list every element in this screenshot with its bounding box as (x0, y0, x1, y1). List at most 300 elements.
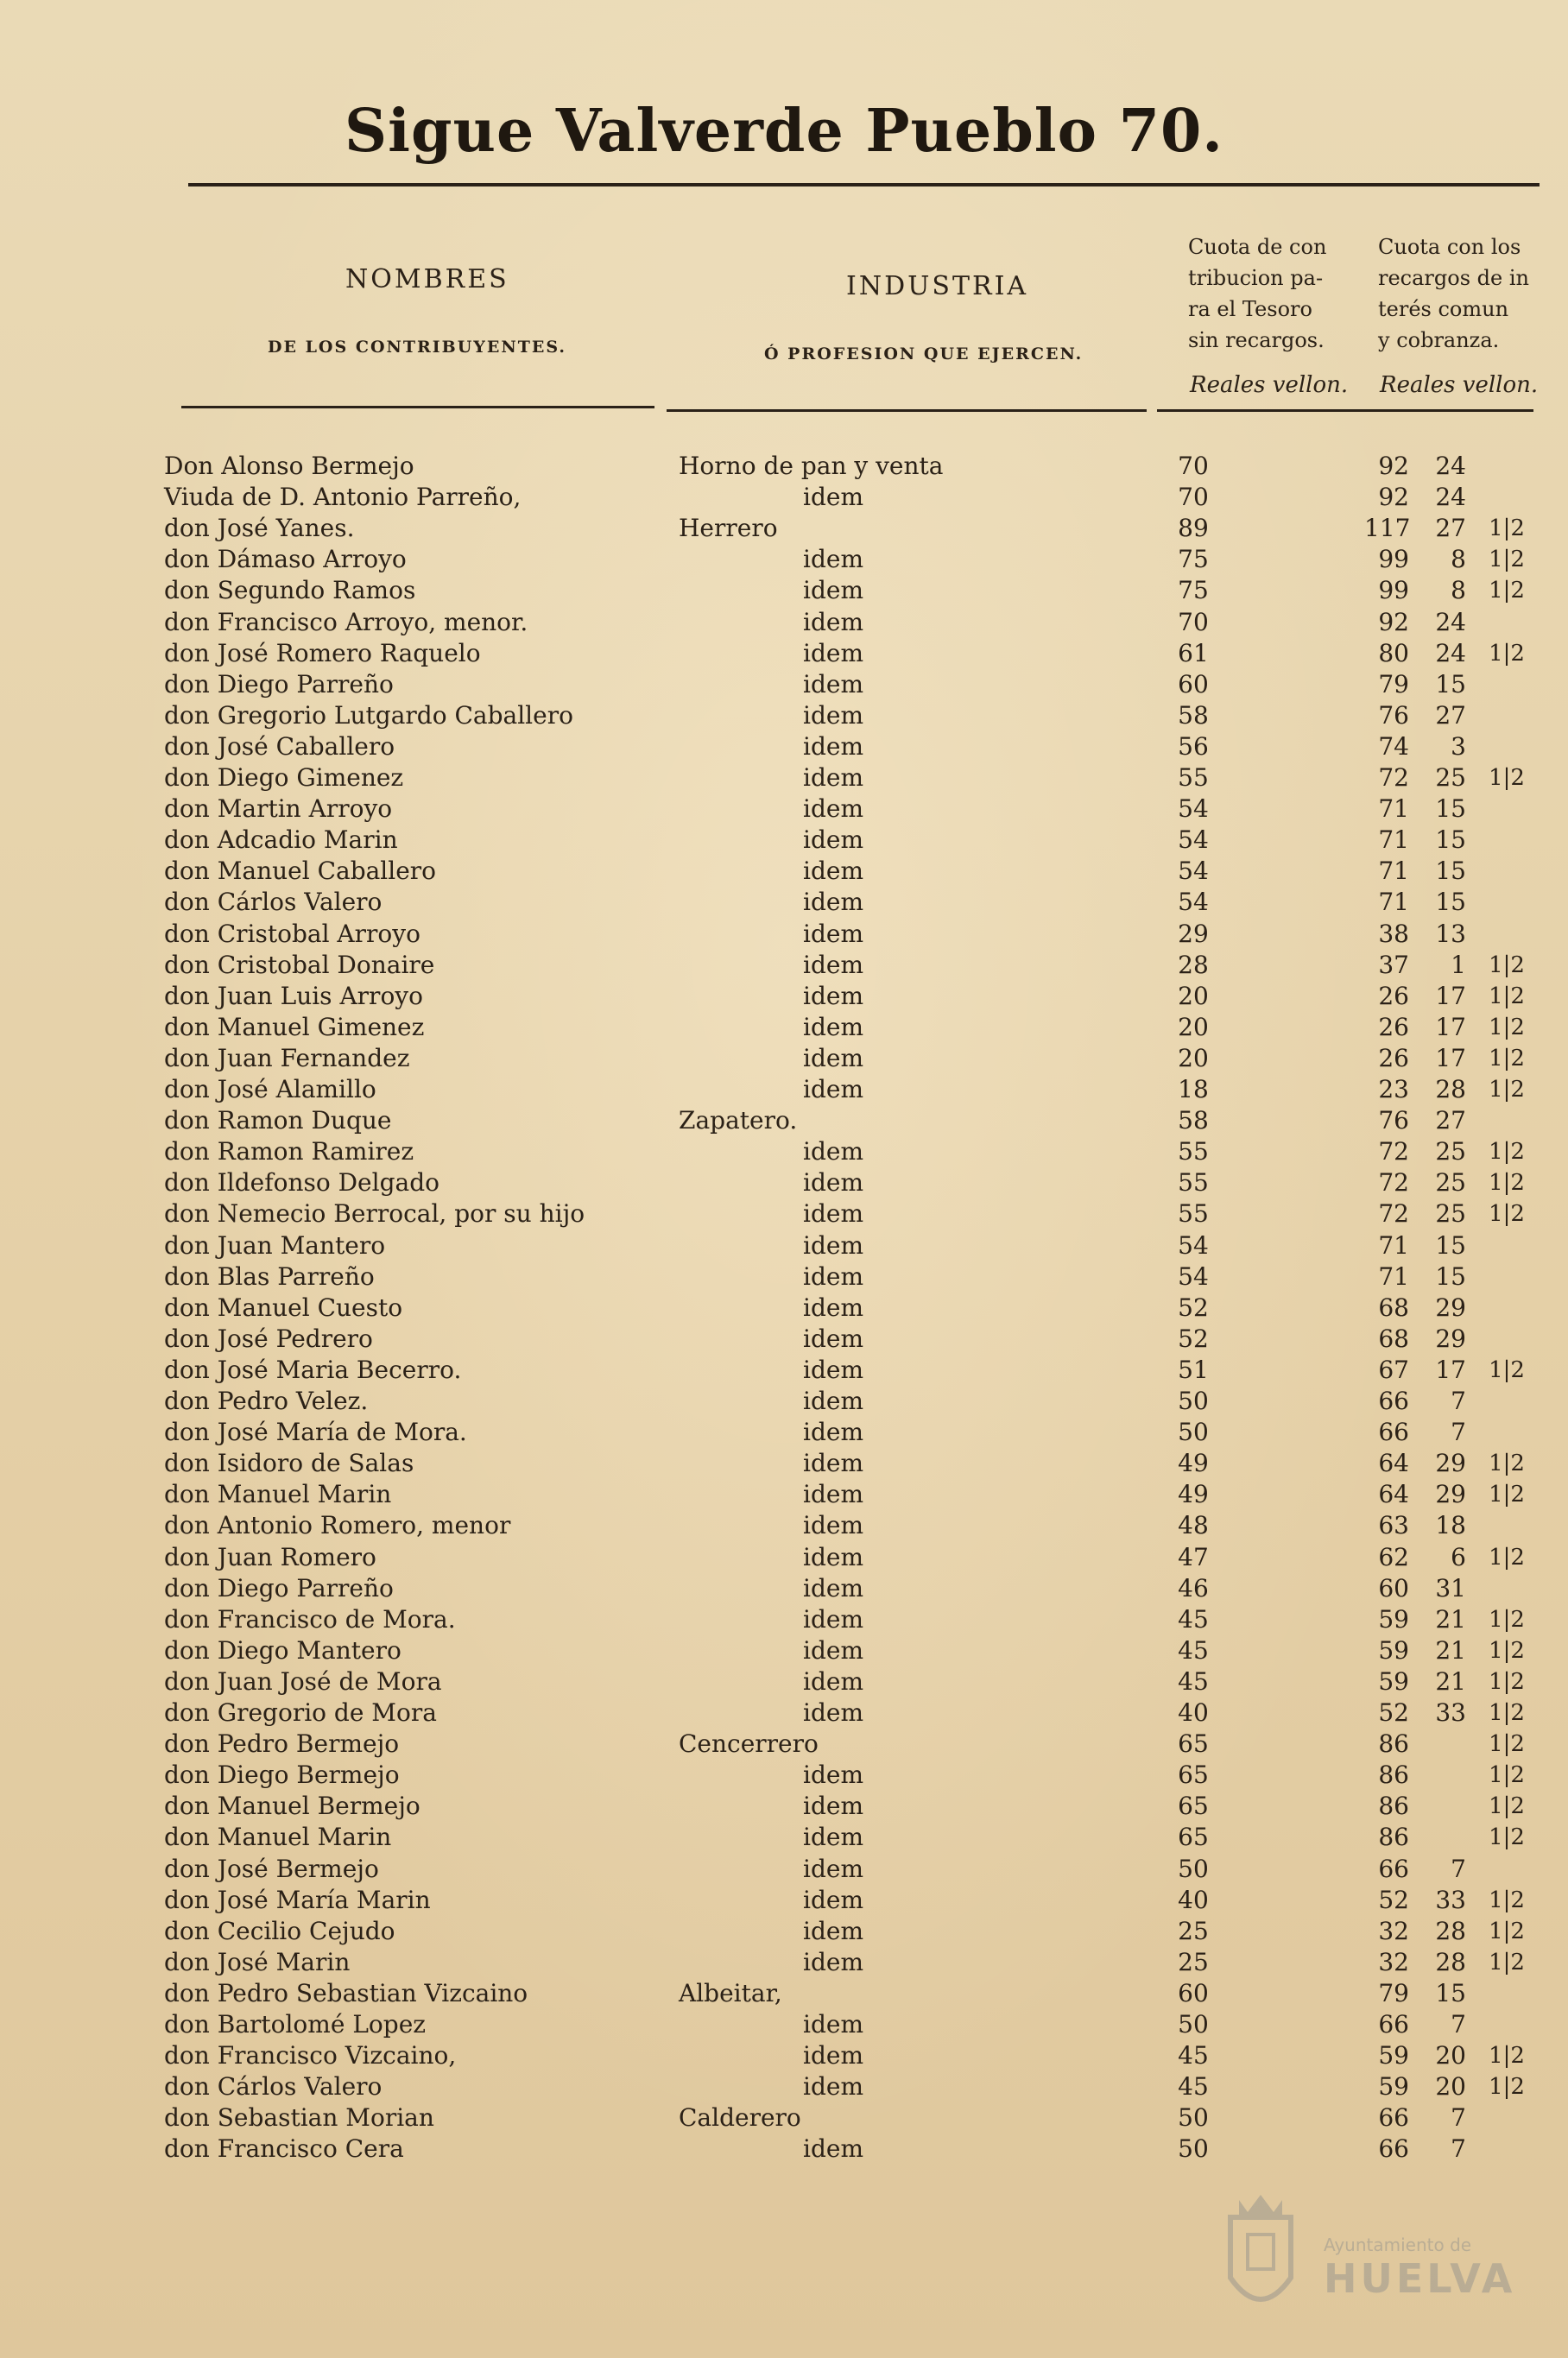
quota-surcharges-maravedis: 15 (1435, 1979, 1466, 2007)
quota-treasury-cell: 55 (1178, 763, 1209, 792)
quota-treasury-cell: 47 (1178, 1543, 1209, 1571)
quota-surcharges-reales: 71 (1378, 888, 1409, 916)
contributor-name: don Ramon Duque (164, 1106, 392, 1135)
contributor-name: don Juan Fernandez (164, 1044, 410, 1072)
quota-surcharges-reales: 92 (1378, 608, 1409, 636)
quota-treasury-cell: 61 (1178, 639, 1209, 667)
table-row (0, 825, 1568, 856)
quota-surcharges-fraction: 1|2 (1489, 641, 1525, 667)
industry-cell: idem (803, 1823, 863, 1851)
quota-surcharges-reales: 92 (1378, 483, 1409, 511)
industry-cell: idem (803, 1636, 863, 1665)
industry-cell: idem (803, 1324, 863, 1353)
contributor-name: Viuda de D. Antonio Parreño, (164, 483, 522, 511)
contributor-name: don Pedro Sebastian Vizcaino (164, 1979, 528, 2007)
table-row (0, 731, 1568, 762)
contributor-name: don José Bermejo (164, 1855, 379, 1883)
table-row (0, 1479, 1568, 1510)
industry-cell: idem (803, 825, 863, 854)
quota-surcharges-fraction: 1|2 (1489, 2074, 1525, 2100)
quota-surcharges-reales: 38 (1378, 920, 1409, 948)
quota-surcharges-reales: 66 (1378, 2010, 1409, 2039)
quota-treasury-cell: 48 (1178, 1511, 1209, 1539)
header-quota-treasury-line: tribucion pa- (1188, 266, 1324, 290)
quota-treasury-cell: 18 (1178, 1075, 1209, 1103)
quota-treasury-cell: 45 (1178, 1636, 1209, 1665)
quota-surcharges-maravedis: 17 (1435, 1013, 1466, 1041)
quota-treasury-cell: 70 (1178, 608, 1209, 636)
table-row (0, 1105, 1568, 1136)
header-quota-surcharges-line: recargos de in (1378, 266, 1529, 290)
coat-of-arms-icon (1213, 2183, 1308, 2330)
quota-treasury-cell: 29 (1178, 920, 1209, 948)
quota-surcharges-reales: 66 (1378, 1418, 1409, 1446)
quota-surcharges-maravedis: 21 (1435, 1636, 1466, 1665)
quota-surcharges-reales: 59 (1378, 2041, 1409, 2070)
table-row (0, 575, 1568, 606)
contributor-name: don José Marin (164, 1948, 351, 1976)
quota-treasury-cell: 28 (1178, 951, 1209, 979)
contributor-name: don Martin Arroyo (164, 794, 393, 823)
quota-surcharges-reales: 80 (1378, 639, 1409, 667)
contributor-name: don Juan Mantero (164, 1231, 386, 1260)
quota-surcharges-maravedis: 24 (1435, 452, 1466, 480)
quota-surcharges-maravedis: 25 (1435, 1168, 1466, 1197)
quota-surcharges-reales: 71 (1378, 794, 1409, 823)
header-quota-surcharges-line: Cuota con los (1378, 235, 1521, 259)
quota-treasury-cell: 65 (1178, 1823, 1209, 1851)
quota-surcharges-maravedis: 15 (1435, 825, 1466, 854)
contributor-name: don Francisco de Mora. (164, 1605, 456, 1634)
table-row (0, 1791, 1568, 1822)
quota-treasury-cell: 58 (1178, 1106, 1209, 1135)
industry-cell: idem (803, 1792, 863, 1820)
quota-surcharges-maravedis: 8 (1451, 545, 1466, 573)
quota-surcharges-maravedis: 7 (1451, 1855, 1466, 1883)
quota-surcharges-reales: 59 (1378, 1636, 1409, 1665)
table-row (0, 1386, 1568, 1417)
industry-cell: idem (803, 732, 863, 761)
quota-surcharges-maravedis: 15 (1435, 1262, 1466, 1291)
contributor-name: don Manuel Marin (164, 1823, 392, 1851)
industry-cell: idem (803, 888, 863, 916)
quota-surcharges-maravedis: 33 (1435, 1698, 1466, 1727)
header-quota-surcharges (1378, 231, 1559, 356)
quota-treasury-cell: 75 (1178, 545, 1209, 573)
table-row (0, 544, 1568, 575)
quota-treasury-cell: 20 (1178, 1044, 1209, 1072)
quota-treasury-cell: 54 (1178, 794, 1209, 823)
quota-surcharges-maravedis: 7 (1451, 2134, 1466, 2163)
industry-cell: idem (803, 1356, 863, 1384)
quota-surcharges-reales: 52 (1378, 1886, 1409, 1914)
quota-surcharges-reales: 66 (1378, 2134, 1409, 2163)
table-row (0, 1947, 1568, 1978)
quota-treasury-cell: 45 (1178, 1605, 1209, 1634)
quota-surcharges-fraction: 1|2 (1489, 1731, 1525, 1757)
quota-surcharges-reales: 99 (1378, 576, 1409, 604)
table-row (0, 1324, 1568, 1355)
quota-treasury-cell: 40 (1178, 1698, 1209, 1727)
quota-surcharges-maravedis: 24 (1435, 639, 1466, 667)
header-industry: INDUSTRIA (846, 271, 1029, 301)
industry-cell: idem (803, 1262, 863, 1291)
quota-surcharges-fraction: 1|2 (1489, 1201, 1525, 1227)
quota-surcharges-reales: 66 (1378, 2103, 1409, 2132)
contributor-name: don Manuel Bermejo (164, 1792, 420, 1820)
quota-surcharges-reales: 52 (1378, 1698, 1409, 1727)
quota-treasury-cell: 50 (1178, 1418, 1209, 1446)
quota-surcharges-maravedis: 24 (1435, 608, 1466, 636)
quota-surcharges-maravedis: 28 (1435, 1917, 1466, 1945)
contributor-name: don José María de Mora. (164, 1418, 467, 1446)
table-row (0, 887, 1568, 918)
table-row (0, 1729, 1568, 1760)
contributor-name: don José María Marin (164, 1886, 431, 1914)
quota-surcharges-reales: 99 (1378, 545, 1409, 573)
industry-cell: idem (803, 1013, 863, 1041)
contributor-name: don Manuel Gimenez (164, 1013, 425, 1041)
quota-treasury-cell: 60 (1178, 1979, 1209, 2007)
table-row (0, 1510, 1568, 1541)
quota-surcharges-fraction: 1|2 (1489, 1357, 1525, 1383)
quota-treasury-cell: 65 (1178, 1761, 1209, 1789)
contributor-name: don José Alamillo (164, 1075, 376, 1103)
quota-treasury-cell: 75 (1178, 576, 1209, 604)
header-quota-treasury-line: sin recargos. (1188, 328, 1325, 352)
quota-surcharges-reales: 76 (1378, 701, 1409, 730)
table-row (0, 762, 1568, 793)
quota-surcharges-fraction: 1|2 (1489, 1919, 1525, 1944)
table-row (0, 1697, 1568, 1729)
quota-surcharges-fraction: 1|2 (1489, 1451, 1525, 1476)
contributor-name: don Pedro Velez. (164, 1387, 369, 1415)
contributor-name: don Diego Parreño (164, 670, 394, 699)
quota-surcharges-reales: 72 (1378, 1137, 1409, 1166)
quota-surcharges-fraction: 1|2 (1489, 983, 1525, 1009)
industry-cell: Zapatero. (679, 1106, 798, 1135)
table-row (0, 1043, 1568, 1074)
contributor-name: don Manuel Caballero (164, 857, 437, 885)
table-row (0, 1293, 1568, 1324)
quota-surcharges-reales: 92 (1378, 452, 1409, 480)
quota-surcharges-maravedis: 15 (1435, 670, 1466, 699)
quota-surcharges-maravedis: 7 (1451, 1387, 1466, 1415)
table-row (0, 1167, 1568, 1198)
quota-surcharges-reales: 117 (1364, 514, 1411, 542)
table-row (0, 2040, 1568, 2071)
quota-treasury-cell: 51 (1178, 1356, 1209, 1384)
table-row (0, 1573, 1568, 1604)
contributor-name: don Bartolomé Lopez (164, 2010, 427, 2039)
contributor-name: don Gregorio Lutgardo Caballero (164, 701, 573, 730)
quota-surcharges-maravedis: 15 (1435, 857, 1466, 885)
quota-surcharges-reales: 37 (1378, 951, 1409, 979)
quota-surcharges-maravedis: 29 (1435, 1293, 1466, 1322)
contributor-name: don Diego Parreño (164, 1574, 394, 1603)
industry-cell: idem (803, 982, 863, 1010)
quota-treasury-cell: 45 (1178, 2072, 1209, 2101)
quota-treasury-cell: 25 (1178, 1917, 1209, 1945)
quota-surcharges-fraction: 1|2 (1489, 765, 1525, 791)
industry-cell: idem (803, 1543, 863, 1571)
industry-cell: idem (803, 1761, 863, 1789)
quota-surcharges-fraction: 1|2 (1489, 1638, 1525, 1664)
contributor-name: don Cristobal Arroyo (164, 920, 420, 948)
quota-surcharges-maravedis: 17 (1435, 1044, 1466, 1072)
table-row (0, 669, 1568, 700)
quota-surcharges-maravedis: 18 (1435, 1511, 1466, 1539)
quota-treasury-cell: 54 (1178, 857, 1209, 885)
industry-cell: idem (803, 920, 863, 948)
quota-surcharges-reales: 72 (1378, 1199, 1409, 1228)
quota-surcharges-reales: 26 (1378, 1044, 1409, 1072)
table-row (0, 1542, 1568, 1573)
contributor-name: don José Caballero (164, 732, 395, 761)
contributor-name: don Diego Gimenez (164, 763, 404, 792)
table-row (0, 1230, 1568, 1261)
quota-surcharges-maravedis: 13 (1435, 920, 1466, 948)
table-row (0, 1136, 1568, 1167)
quota-surcharges-reales: 63 (1378, 1511, 1409, 1539)
industry-cell: idem (803, 794, 863, 823)
quota-treasury-cell: 50 (1178, 1855, 1209, 1883)
quota-surcharges-reales: 79 (1378, 670, 1409, 699)
table-row (0, 1417, 1568, 1448)
quota-surcharges-fraction: 1|2 (1489, 1700, 1525, 1726)
table-row (0, 2102, 1568, 2134)
quota-surcharges-reales: 32 (1378, 1948, 1409, 1976)
industry-cell: idem (803, 1480, 863, 1508)
quota-surcharges-fraction: 1|2 (1489, 1793, 1525, 1819)
quota-surcharges-fraction: 1|2 (1489, 1950, 1525, 1976)
quota-surcharges-reales: 23 (1378, 1075, 1409, 1103)
industry-cell: idem (803, 483, 863, 511)
header-quota-treasury-unit: Reales vellon. (1190, 372, 1349, 398)
table-row (0, 919, 1568, 950)
contributor-name: don José Pedrero (164, 1324, 373, 1353)
contributor-name: don Diego Bermejo (164, 1761, 400, 1789)
quota-surcharges-maravedis: 21 (1435, 1667, 1466, 1696)
quota-treasury-cell: 50 (1178, 2134, 1209, 2163)
quota-surcharges-maravedis: 25 (1435, 1199, 1466, 1228)
quota-surcharges-reales: 59 (1378, 1667, 1409, 1696)
quota-treasury-cell: 52 (1178, 1293, 1209, 1322)
table-row (0, 700, 1568, 731)
quota-surcharges-reales: 64 (1378, 1449, 1409, 1477)
industry-cell: idem (803, 763, 863, 792)
quota-surcharges-fraction: 1|2 (1489, 952, 1525, 978)
quota-surcharges-fraction: 1|2 (1489, 1887, 1525, 1913)
contributor-name: don Manuel Marin (164, 1480, 392, 1508)
quota-surcharges-maravedis: 20 (1435, 2072, 1466, 2101)
quota-surcharges-maravedis: 33 (1435, 1886, 1466, 1914)
quota-treasury-cell: 55 (1178, 1168, 1209, 1197)
industry-cell: idem (803, 1137, 863, 1166)
quota-surcharges-maravedis: 27 (1435, 1106, 1466, 1135)
header-industry-sub: Ó PROFESION QUE EJERCEN. (764, 345, 1084, 363)
contributor-name: don Sebastian Morian (164, 2103, 434, 2132)
contributor-name: don Dámaso Arroyo (164, 545, 407, 573)
contributor-name: don Cristobal Donaire (164, 951, 435, 979)
quota-surcharges-reales: 59 (1378, 1605, 1409, 1634)
contributor-name: don Francisco Arroyo, menor. (164, 608, 528, 636)
contributor-name: don Pedro Bermejo (164, 1729, 400, 1758)
quota-treasury-cell: 54 (1178, 1262, 1209, 1291)
quota-treasury-cell: 58 (1178, 701, 1209, 730)
quota-treasury-cell: 49 (1178, 1480, 1209, 1508)
industry-cell: Albeitar, (679, 1979, 782, 2007)
industry-cell: idem (803, 608, 863, 636)
contributor-name: don Francisco Vizcaino, (164, 2041, 457, 2070)
quota-treasury-cell: 70 (1178, 483, 1209, 511)
quota-surcharges-maravedis: 24 (1435, 483, 1466, 511)
industry-cell: idem (803, 1168, 863, 1197)
industry-cell: Cencerrero (679, 1729, 819, 1758)
quota-surcharges-reales: 64 (1378, 1480, 1409, 1508)
table-row (0, 1635, 1568, 1666)
quota-surcharges-reales: 26 (1378, 1013, 1409, 1041)
quota-surcharges-fraction: 1|2 (1489, 547, 1525, 572)
table-row (0, 793, 1568, 825)
industry-cell: idem (803, 2072, 863, 2101)
quota-treasury-cell: 56 (1178, 732, 1209, 761)
quota-treasury-cell: 50 (1178, 2103, 1209, 2132)
quota-surcharges-fraction: 1|2 (1489, 1015, 1525, 1040)
contributor-name: don José Yanes. (164, 514, 355, 542)
industry-cell: idem (803, 545, 863, 573)
quota-surcharges-reales: 59 (1378, 2072, 1409, 2101)
quota-surcharges-fraction: 1|2 (1489, 1077, 1525, 1103)
quota-treasury-cell: 70 (1178, 452, 1209, 480)
table-row (0, 1198, 1568, 1230)
industry-cell: idem (803, 1511, 863, 1539)
quota-surcharges-fraction: 1|2 (1489, 1669, 1525, 1695)
industry-cell: idem (803, 1667, 863, 1696)
quota-surcharges-fraction: 1|2 (1489, 515, 1525, 541)
header-quota-treasury-line: Cuota de con (1188, 235, 1327, 259)
contributor-name: don José Romero Raquelo (164, 639, 481, 667)
header-quota-surcharges-line: y cobranza. (1378, 328, 1500, 352)
header-quota-surcharges-line: terés comun (1378, 297, 1509, 321)
table-row (0, 950, 1568, 981)
quota-treasury-cell: 45 (1178, 1667, 1209, 1696)
quota-surcharges-reales: 71 (1378, 1262, 1409, 1291)
quota-surcharges-maravedis: 15 (1435, 888, 1466, 916)
header-quota-treasury-line: ra el Tesoro (1188, 297, 1312, 321)
quota-surcharges-reales: 76 (1378, 1106, 1409, 1135)
contributor-name: don Cecilio Cejudo (164, 1917, 395, 1945)
quota-surcharges-reales: 62 (1378, 1543, 1409, 1571)
quota-surcharges-reales: 71 (1378, 1231, 1409, 1260)
table-row (0, 1666, 1568, 1697)
quota-surcharges-maravedis: 15 (1435, 1231, 1466, 1260)
industry-cell: idem (803, 2041, 863, 2070)
contributor-name: don Manuel Cuesto (164, 1293, 403, 1322)
quota-surcharges-maravedis: 29 (1435, 1480, 1466, 1508)
quota-treasury-cell: 49 (1178, 1449, 1209, 1477)
industry-cell: idem (803, 1605, 863, 1634)
table-row (0, 1074, 1568, 1105)
quota-surcharges-reales: 72 (1378, 763, 1409, 792)
quota-treasury-cell: 60 (1178, 670, 1209, 699)
industry-cell: idem (803, 1855, 863, 1883)
header-rule-industry (667, 409, 1147, 412)
contributor-name: don Ramon Ramirez (164, 1137, 414, 1166)
title-rule (188, 183, 1540, 186)
quota-surcharges-fraction: 1|2 (1489, 1139, 1525, 1165)
contributor-name: Don Alonso Bermejo (164, 452, 414, 480)
quota-surcharges-maravedis: 21 (1435, 1605, 1466, 1634)
stamp-text (1324, 2235, 1515, 2302)
industry-cell: idem (803, 1886, 863, 1914)
table-row (0, 2134, 1568, 2165)
quota-treasury-cell: 54 (1178, 888, 1209, 916)
table-row (0, 1885, 1568, 1916)
quota-surcharges-reales: 67 (1378, 1356, 1409, 1384)
quota-surcharges-fraction: 1|2 (1489, 1170, 1525, 1196)
table-row (0, 1978, 1568, 2009)
industry-cell: idem (803, 1199, 863, 1228)
industry-cell: idem (803, 2010, 863, 2039)
header-quota-treasury (1188, 231, 1361, 356)
table-row (0, 1916, 1568, 1947)
quota-surcharges-maravedis: 28 (1435, 1075, 1466, 1103)
contributor-name: don Isidoro de Salas (164, 1449, 414, 1477)
quota-surcharges-maravedis: 25 (1435, 1137, 1466, 1166)
quota-surcharges-fraction: 1|2 (1489, 1824, 1525, 1850)
table-row (0, 1012, 1568, 1043)
table-row (0, 1604, 1568, 1635)
industry-cell: idem (803, 1231, 863, 1260)
quota-surcharges-reales: 66 (1378, 1855, 1409, 1883)
quota-surcharges-maravedis: 6 (1451, 1543, 1466, 1571)
contributor-name: don Cárlos Valero (164, 2072, 383, 2101)
quota-surcharges-maravedis: 8 (1451, 576, 1466, 604)
quota-surcharges-reales: 74 (1378, 732, 1409, 761)
quota-surcharges-reales: 86 (1378, 1761, 1409, 1789)
industry-cell: idem (803, 1948, 863, 1976)
quota-surcharges-maravedis: 3 (1451, 732, 1466, 761)
contributor-name: don Nemecio Berrocal, por su hijo (164, 1199, 585, 1228)
header-names-sub: DE LOS CONTRIBUYENTES. (268, 338, 566, 357)
quota-surcharges-fraction: 1|2 (1489, 1762, 1525, 1788)
contributor-name: don Adcadio Marin (164, 825, 398, 854)
contributor-name: don Cárlos Valero (164, 888, 383, 916)
industry-cell: Horno de pan y venta (679, 452, 944, 480)
table-row (0, 2009, 1568, 2040)
quota-treasury-cell: 25 (1178, 1948, 1209, 1976)
quota-surcharges-maravedis: 29 (1435, 1449, 1466, 1477)
industry-cell: idem (803, 1387, 863, 1415)
quota-treasury-cell: 20 (1178, 1013, 1209, 1041)
industry-cell: idem (803, 1418, 863, 1446)
quota-surcharges-reales: 86 (1378, 1729, 1409, 1758)
table-row (0, 451, 1568, 482)
quota-surcharges-reales: 68 (1378, 1293, 1409, 1322)
quota-surcharges-maravedis: 15 (1435, 794, 1466, 823)
quota-surcharges-maravedis: 27 (1435, 701, 1466, 730)
industry-cell: Herrero (679, 514, 778, 542)
contributor-name: don Juan José de Mora (164, 1667, 442, 1696)
industry-cell: Calderero (679, 2103, 801, 2132)
quota-treasury-cell: 65 (1178, 1792, 1209, 1820)
table-row (0, 513, 1568, 544)
quota-treasury-cell: 54 (1178, 1231, 1209, 1260)
table-row (0, 1854, 1568, 1885)
industry-cell: idem (803, 1698, 863, 1727)
table-row (0, 638, 1568, 669)
